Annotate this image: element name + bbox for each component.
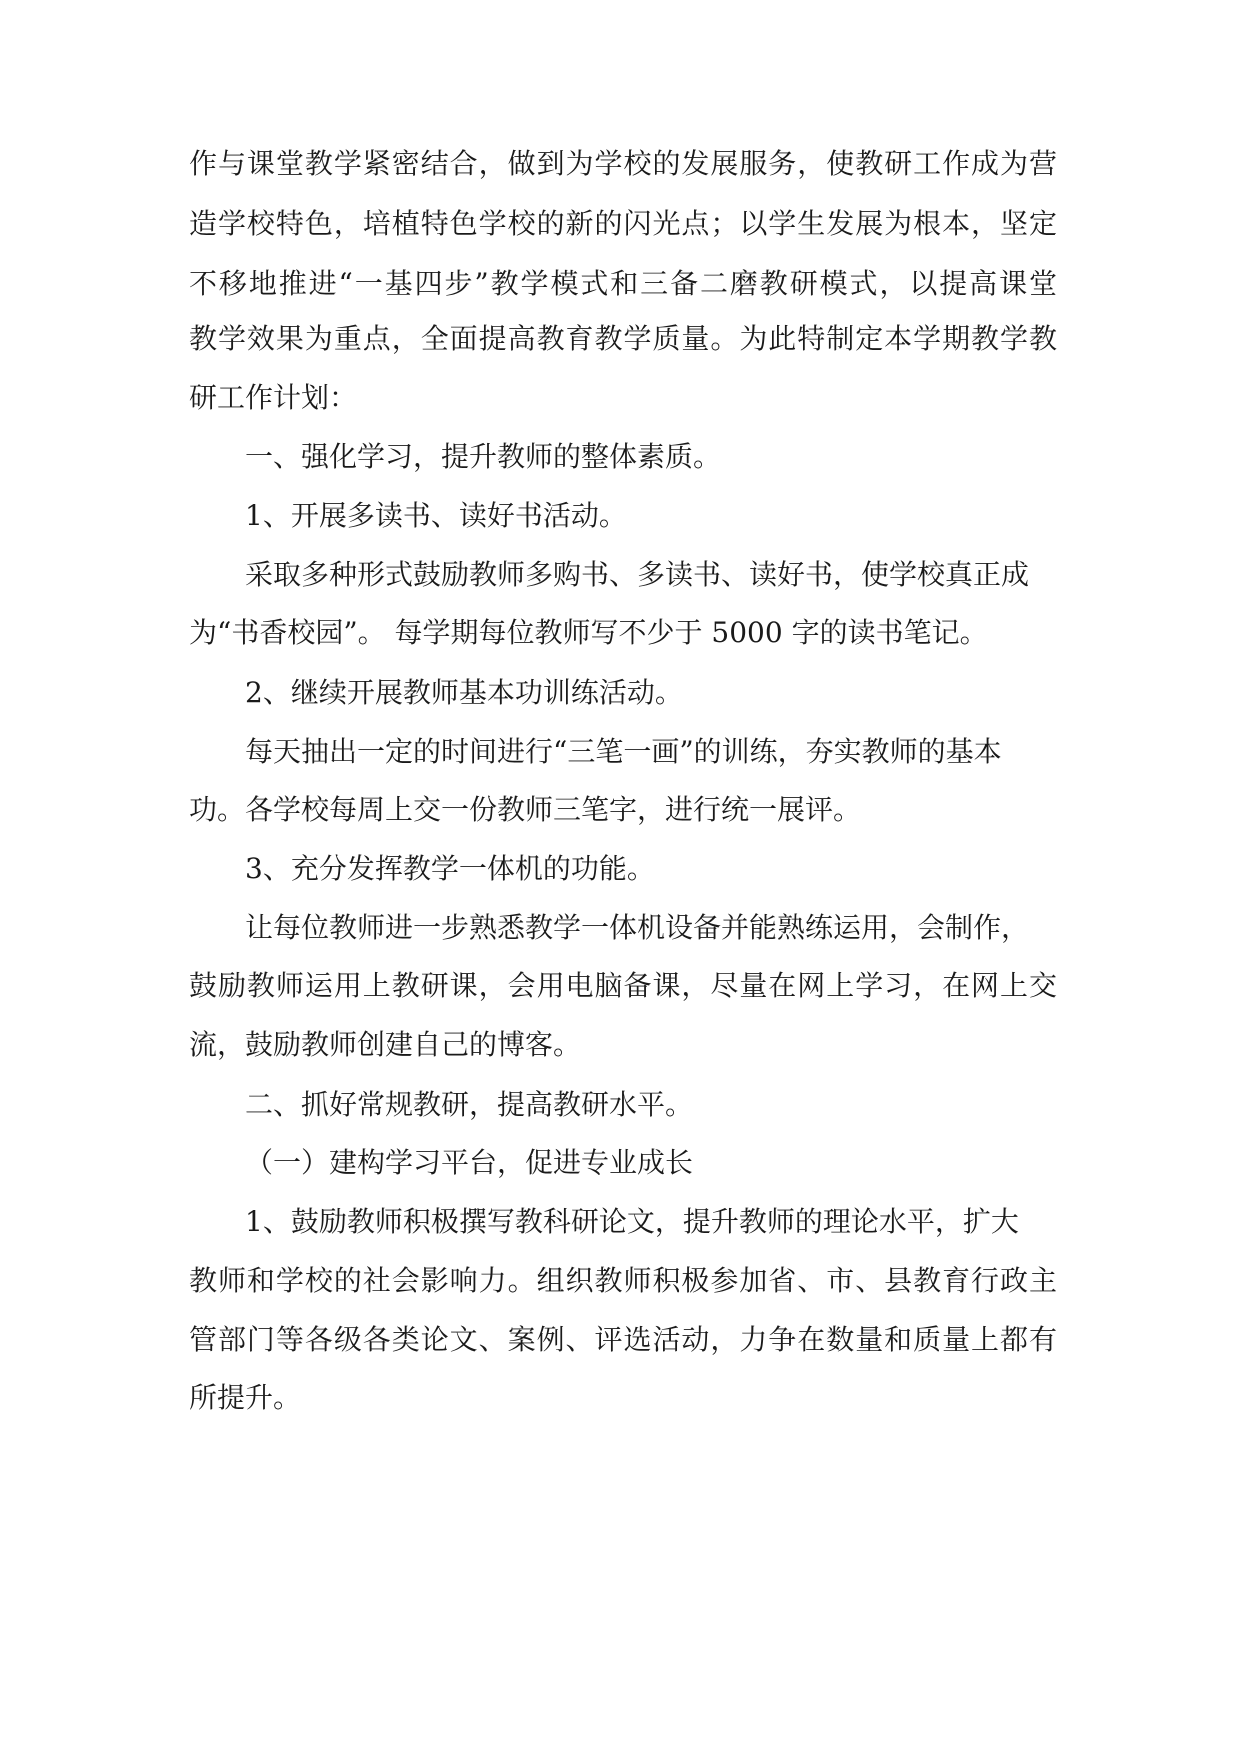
- body-text-line: 造学校特色，培植特色学校的新的闪光点；以学生发展为根本，坚定: [189, 207, 1057, 240]
- body-text-line: 为“书香校园”。 每学期每位教师写不少于 5000 字的读书笔记。: [189, 616, 988, 649]
- body-text-line: 鼓励教师运用上教研课，会用电脑备课，尽量在网上学习，在网上交: [189, 969, 1057, 1002]
- body-text-line: 让每位教师进一步熟悉教学一体机设备并能熟练运用，会制作，: [245, 911, 1030, 944]
- item-heading: 2、继续开展教师基本功训练活动。: [245, 676, 683, 709]
- body-text-line: 管部门等各级各类论文、案例、评选活动，力争在数量和质量上都有: [189, 1323, 1057, 1356]
- body-text-line: 不移地推进“一基四步”教学模式和三备二磨教研模式，以提高课堂: [189, 267, 1057, 300]
- body-text-line: 教师和学校的社会影响力。组织教师积极参加省、市、县教育行政主: [189, 1264, 1057, 1297]
- item-heading: 1、开展多读书、读好书活动。: [245, 499, 627, 532]
- body-text-line: 流，鼓励教师创建自己的博客。: [189, 1028, 582, 1061]
- body-text-line: 所提升。: [189, 1381, 302, 1414]
- section-heading: 二、抓好常规教研，提高教研水平。: [245, 1088, 694, 1121]
- body-text-line: 研工作计划：: [189, 381, 358, 414]
- body-text-line: 1、鼓励教师积极撰写教科研论文，提升教师的理论水平，扩大: [245, 1205, 1019, 1238]
- subsection-heading: （一）建构学习平台，促进专业成长: [245, 1146, 694, 1179]
- section-heading: 一、强化学习，提升教师的整体素质。: [245, 440, 722, 473]
- item-heading: 3、充分发挥教学一体机的功能。: [245, 852, 655, 885]
- body-text-line: 功。各学校每周上交一份教师三笔字，进行统一展评。: [189, 793, 862, 826]
- body-text-line: 采取多种形式鼓励教师多购书、多读书、读好书，使学校真正成: [245, 558, 1030, 591]
- body-text-line: 每天抽出一定的时间进行“三笔一画”的训练，夯实教师的基本: [245, 735, 1002, 768]
- body-text-line: 作与课堂教学紧密结合，做到为学校的发展服务，使教研工作成为营: [189, 147, 1057, 180]
- body-text-line: 教学效果为重点，全面提高教育教学质量。为此特制定本学期教学教: [189, 322, 1057, 355]
